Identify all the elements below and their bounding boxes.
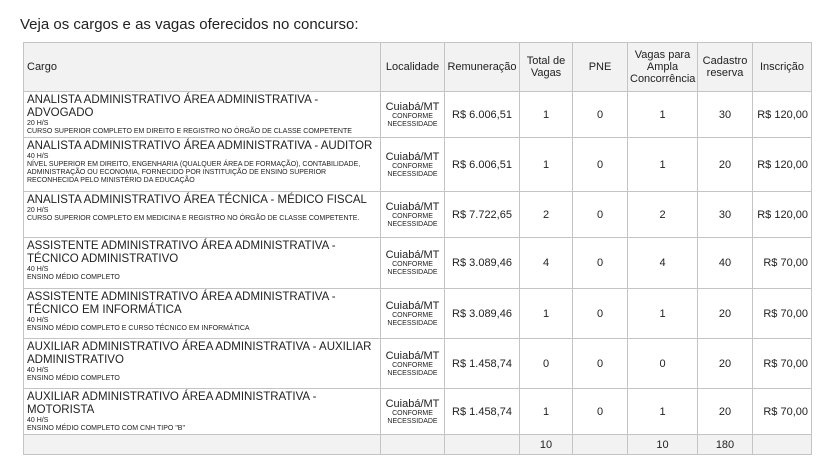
- total-vagas-cell: 1: [520, 138, 573, 192]
- remuneracao-cell: R$ 3.089,46: [445, 289, 520, 339]
- header-remuneracao: Remuneração: [445, 43, 520, 92]
- cargo-title: ASSISTENTE ADMINISTRATIVO ÁREA ADMINISTRATIVA - TÉCNICO ADMINISTRATIVO: [27, 240, 336, 265]
- cargo-hours: 20 H/S: [27, 120, 49, 127]
- table-row: [24, 92, 812, 138]
- cargo-hours: 40 H/S: [27, 317, 49, 324]
- cargo-requirement: NÍVEL SUPERIOR EM DIREITO, ENGENHARIA (QUALQUER ÁREA DE FORMAÇÃO), CONTABILIDADE, ADMINISTRAÇÃO OU ECONOMIA, FORNECIDO POR INSTITUIÇÃO DE ENSINO SUPERIOR RECONHECIDA PELO MINISTÉRIO DA EDUCAÇÃO: [27, 161, 361, 184]
- totals-empty-cell: [445, 435, 520, 455]
- table-row: [24, 238, 812, 289]
- total-vagas-cell: 1: [520, 389, 573, 435]
- remuneracao-cell: R$ 3.089,46: [445, 238, 520, 289]
- remuneracao-cell: R$ 7.722,65: [445, 192, 520, 238]
- total-vagas-cell: 4: [520, 238, 573, 289]
- cargo-requirement: ENSINO MÉDIO COMPLETO COM CNH TIPO "B": [27, 425, 185, 432]
- totals-cadastro: 180: [698, 435, 753, 455]
- inscricao-cell: R$ 120,00: [753, 92, 812, 138]
- ampla-cell: 1: [628, 289, 698, 339]
- cadastro-cell: 30: [698, 192, 753, 238]
- intro-text: Veja os cargos e as vagas oferecidos no concurso:: [20, 16, 359, 33]
- remuneracao-cell: R$ 1.458,74: [445, 339, 520, 389]
- remuneracao-cell: R$ 6.006,51: [445, 138, 520, 192]
- ampla-cell: 1: [628, 138, 698, 192]
- cargo-hours: 40 H/S: [27, 417, 49, 424]
- ampla-cell: 0: [628, 339, 698, 389]
- cargo-title: ASSISTENTE ADMINISTRATIVO ÁREA ADMINISTRATIVA - TÉCNICO EM INFORMÁTICA: [27, 291, 336, 316]
- pne-cell: 0: [573, 289, 628, 339]
- cargo-cell: [24, 138, 381, 192]
- location-condition: CONFORME NECESSIDADE: [387, 261, 438, 276]
- total-vagas-cell: 0: [520, 339, 573, 389]
- localidade-cell: [381, 138, 445, 192]
- cadastro-cell: 30: [698, 92, 753, 138]
- totals-empty-cell: [24, 435, 381, 455]
- table-row: [24, 192, 812, 238]
- location-city: Cuiabá/MT: [385, 100, 440, 113]
- cargo-requirement: ENSINO MÉDIO COMPLETO: [27, 274, 120, 281]
- pne-cell: 0: [573, 238, 628, 289]
- ampla-cell: 1: [628, 92, 698, 138]
- cargo-cell: [24, 389, 381, 435]
- cargo-requirement: CURSO SUPERIOR COMPLETO EM MEDICINA E REGISTRO NO ÓRGÃO DE CLASSE COMPETENTE.: [27, 215, 360, 222]
- table-row: [24, 389, 812, 435]
- total-vagas-cell: 1: [520, 92, 573, 138]
- cargo-hours: 40 H/S: [27, 266, 49, 273]
- localidade-cell: [381, 238, 445, 289]
- table-body: [24, 92, 812, 435]
- inscricao-cell: R$ 70,00: [753, 389, 812, 435]
- ampla-cell: 1: [628, 389, 698, 435]
- inscricao-cell: R$ 70,00: [753, 238, 812, 289]
- table-row: [24, 339, 812, 389]
- pne-cell: 0: [573, 192, 628, 238]
- cargo-hours: 40 H/S: [27, 153, 49, 160]
- cargo-title: ANALISTA ADMINISTRATIVO ÁREA TÉCNICA - MÉDICO FISCAL: [27, 194, 367, 206]
- totals-empty-cell: [573, 435, 628, 455]
- cadastro-cell: 20: [698, 389, 753, 435]
- location-city: Cuiabá/MT: [385, 349, 440, 362]
- location-condition: CONFORME NECESSIDADE: [387, 361, 438, 377]
- totals-ampla: 10: [628, 435, 698, 455]
- header-cadastro-reserva: Cadastro reserva: [698, 43, 753, 92]
- location-city: Cuiabá/MT: [385, 150, 440, 163]
- location-condition: CONFORME NECESSIDADE: [387, 311, 438, 327]
- totals-total-vagas: 10: [520, 435, 573, 455]
- cargo-requirement: CURSO SUPERIOR COMPLETO EM DIREITO E REGISTRO NO ÓRGÃO DE CLASSE COMPETENTE: [27, 128, 352, 135]
- cadastro-cell: 20: [698, 289, 753, 339]
- cargo-title: ANALISTA ADMINISTRATIVO ÁREA ADMINISTRATIVA - AUDITOR: [27, 140, 373, 152]
- total-vagas-cell: 2: [520, 192, 573, 238]
- cadastro-cell: 40: [698, 238, 753, 289]
- location-condition: CONFORME NECESSIDADE: [387, 162, 438, 178]
- location-city: Cuiabá/MT: [385, 200, 440, 213]
- cargo-cell: [24, 339, 381, 389]
- cargo-hours: 40 H/S: [27, 367, 49, 374]
- header-ampla-concorrencia: Vagas para Ampla Concorrência: [628, 43, 698, 92]
- pne-cell: 0: [573, 389, 628, 435]
- cargos-table: [23, 42, 812, 455]
- location-city: Cuiabá/MT: [385, 299, 440, 312]
- ampla-cell: 4: [628, 238, 698, 289]
- location-condition: CONFORME NECESSIDADE: [387, 409, 438, 425]
- pne-cell: 0: [573, 138, 628, 192]
- cadastro-cell: 20: [698, 138, 753, 192]
- cargo-cell: [24, 238, 381, 289]
- location-city: Cuiabá/MT: [385, 397, 440, 410]
- inscricao-cell: R$ 120,00: [753, 192, 812, 238]
- totals-row: [24, 435, 812, 455]
- totals-empty-cell: [381, 435, 445, 455]
- cargo-requirement: ENSINO MÉDIO COMPLETO: [27, 375, 120, 382]
- location-condition: CONFORME NECESSIDADE: [387, 212, 438, 228]
- pne-cell: 0: [573, 92, 628, 138]
- cadastro-cell: 20: [698, 339, 753, 389]
- ampla-cell: 2: [628, 192, 698, 238]
- remuneracao-cell: R$ 6.006,51: [445, 92, 520, 138]
- cargo-title: AUXILIAR ADMINISTRATIVO ÁREA ADMINISTRATIVA - MOTORISTA: [27, 391, 317, 416]
- pne-cell: 0: [573, 339, 628, 389]
- cargo-cell: [24, 192, 381, 238]
- header-total-vagas: Total de Vagas: [520, 43, 573, 92]
- cargo-title: AUXILIAR ADMINISTRATIVO ÁREA ADMINISTRATIVA - AUXILIAR ADMINISTRATIVO: [27, 341, 372, 366]
- totals-empty-cell: [753, 435, 812, 455]
- localidade-cell: [381, 289, 445, 339]
- cargo-title: ANALISTA ADMINISTRATIVO ÁREA ADMINISTRATIVA - ADVOGADO: [27, 94, 319, 119]
- total-vagas-cell: 1: [520, 289, 573, 339]
- cargo-cell: [24, 92, 381, 138]
- header-pne: PNE: [573, 43, 628, 92]
- location-city: Cuiabá/MT: [385, 249, 440, 261]
- remuneracao-cell: R$ 1.458,74: [445, 389, 520, 435]
- header-localidade: Localidade: [381, 43, 445, 92]
- inscricao-cell: R$ 70,00: [753, 289, 812, 339]
- cargo-cell: [24, 289, 381, 339]
- localidade-cell: [381, 192, 445, 238]
- inscricao-cell: R$ 70,00: [753, 339, 812, 389]
- header-cargo: Cargo: [24, 43, 381, 92]
- localidade-cell: [381, 339, 445, 389]
- cargo-requirement: ENSINO MÉDIO COMPLETO E CURSO TÉCNICO EM INFORMÁTICA: [27, 325, 250, 332]
- inscricao-cell: R$ 120,00: [753, 138, 812, 192]
- header-row: [24, 43, 812, 92]
- location-condition: CONFORME NECESSIDADE: [387, 112, 438, 128]
- table-row: [24, 138, 812, 192]
- cargo-hours: 20 H/S: [27, 207, 49, 214]
- localidade-cell: [381, 92, 445, 138]
- localidade-cell: [381, 389, 445, 435]
- table-row: [24, 289, 812, 339]
- header-inscricao: Inscrição: [753, 43, 812, 92]
